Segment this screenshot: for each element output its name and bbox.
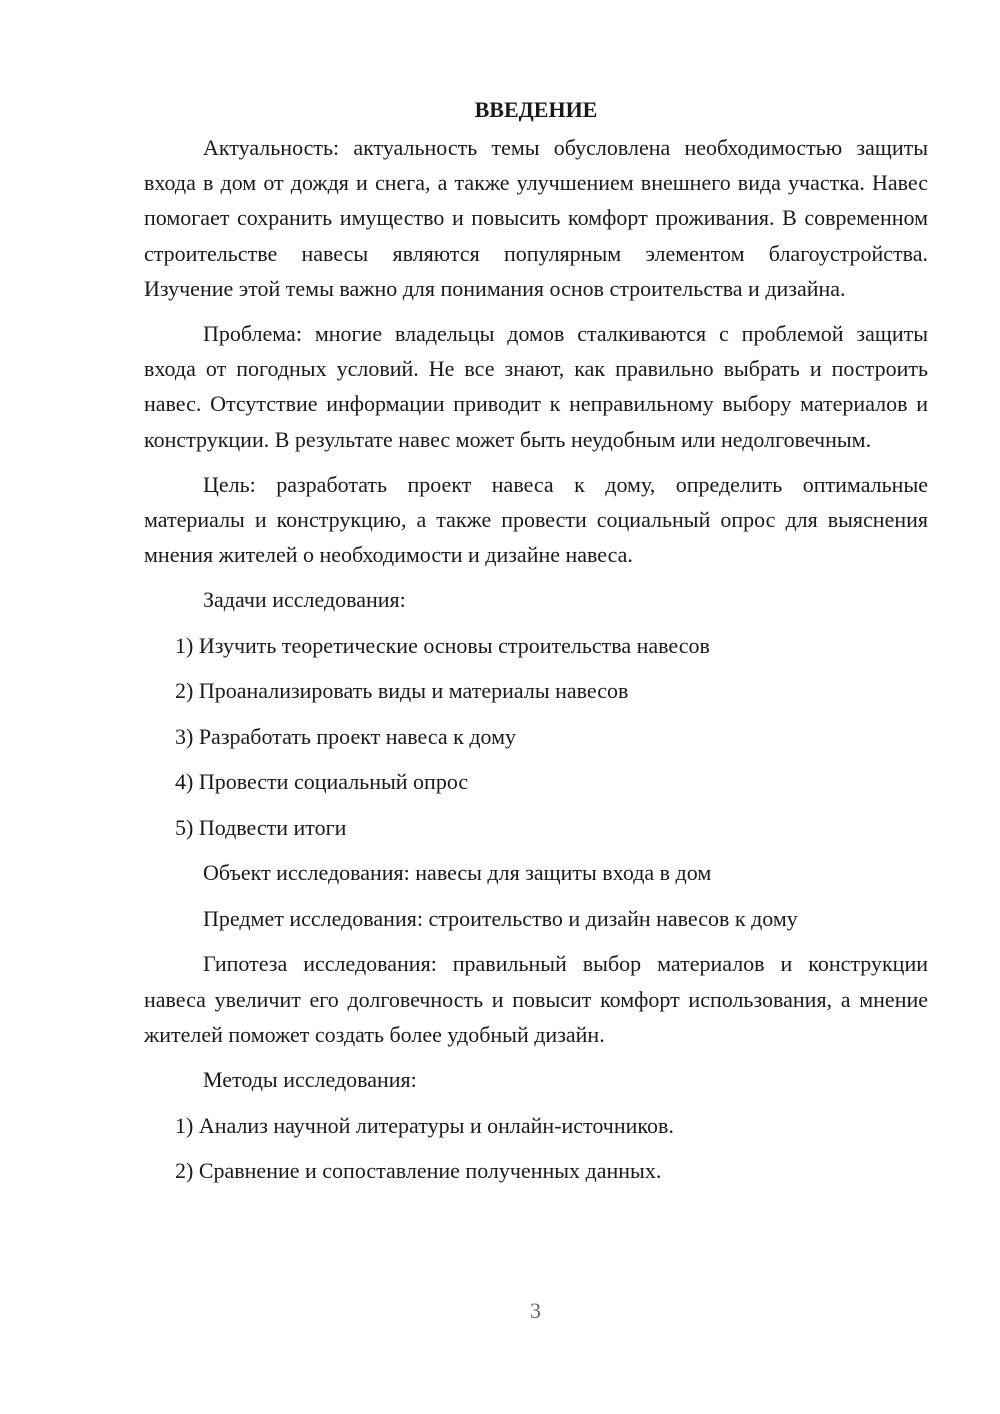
goal-paragraph: Цель: разработать проект навеса к дому, определить оптимальные материалы и конструкцию, а также провести социальный опрос для выяснения мнения жителей о необходимости и дизайне навеса. [144,471,928,568]
task-item: 3) Разработать проект навеса к дому [175,723,517,749]
hypothesis-paragraph: Гипотеза исследования: правильный выбор материалов и конструкции навеса увеличит его долговечность и повысит комфорт использования, а мнение жителей поможет создать более удобный дизайн. [144,951,928,1047]
document-page [144,92,928,1199]
problem-paragraph: Проблема: многие владельцы домов сталкиваются с проблемой защиты входа от погодных условий. Не все знают, как правильно выбрать и построить навес. Отсутствие информации приводит к неправильному выбору материалов и конструкции. В результате навес может быть неудобным или недолговечным. [144,321,928,452]
tasks-heading: Задачи исследования: [203,587,406,613]
method-item: 2) Сравнение и сопоставление полученных данных. [175,1158,662,1184]
method-item: 1) Анализ научной литературы и онлайн-источников. [175,1112,674,1138]
task-item: 4) Провести социальный опрос [175,769,469,795]
methods-heading: Методы исследования: [203,1067,417,1093]
research-subject: Предмет исследования: строительство и дизайн навесов к дому [203,905,798,931]
research-object: Объект исследования: навесы для защиты входа в дом [203,860,712,886]
task-item: 1) Изучить теоретические основы строительства навесов [175,632,710,658]
section-title: ВВЕДЕНИЕ [474,97,598,122]
page-number: 3 [530,1298,541,1323]
task-item: 5) Подвести итоги [175,814,347,840]
relevance-paragraph: Актуальность: актуальность темы обусловлена необходимостью защиты входа в дом от дождя и снега, а также улучшением внешнего вида участка. Навес помогает сохранить имущество и повысить комфорт проживания. В современном строительстве навесы являются популярным элементом благоустройства. Изучение этой темы важно для понимания основ строительства и дизайна. [144,135,928,301]
task-item: 2) Проанализировать виды и материалы навесов [175,678,629,704]
